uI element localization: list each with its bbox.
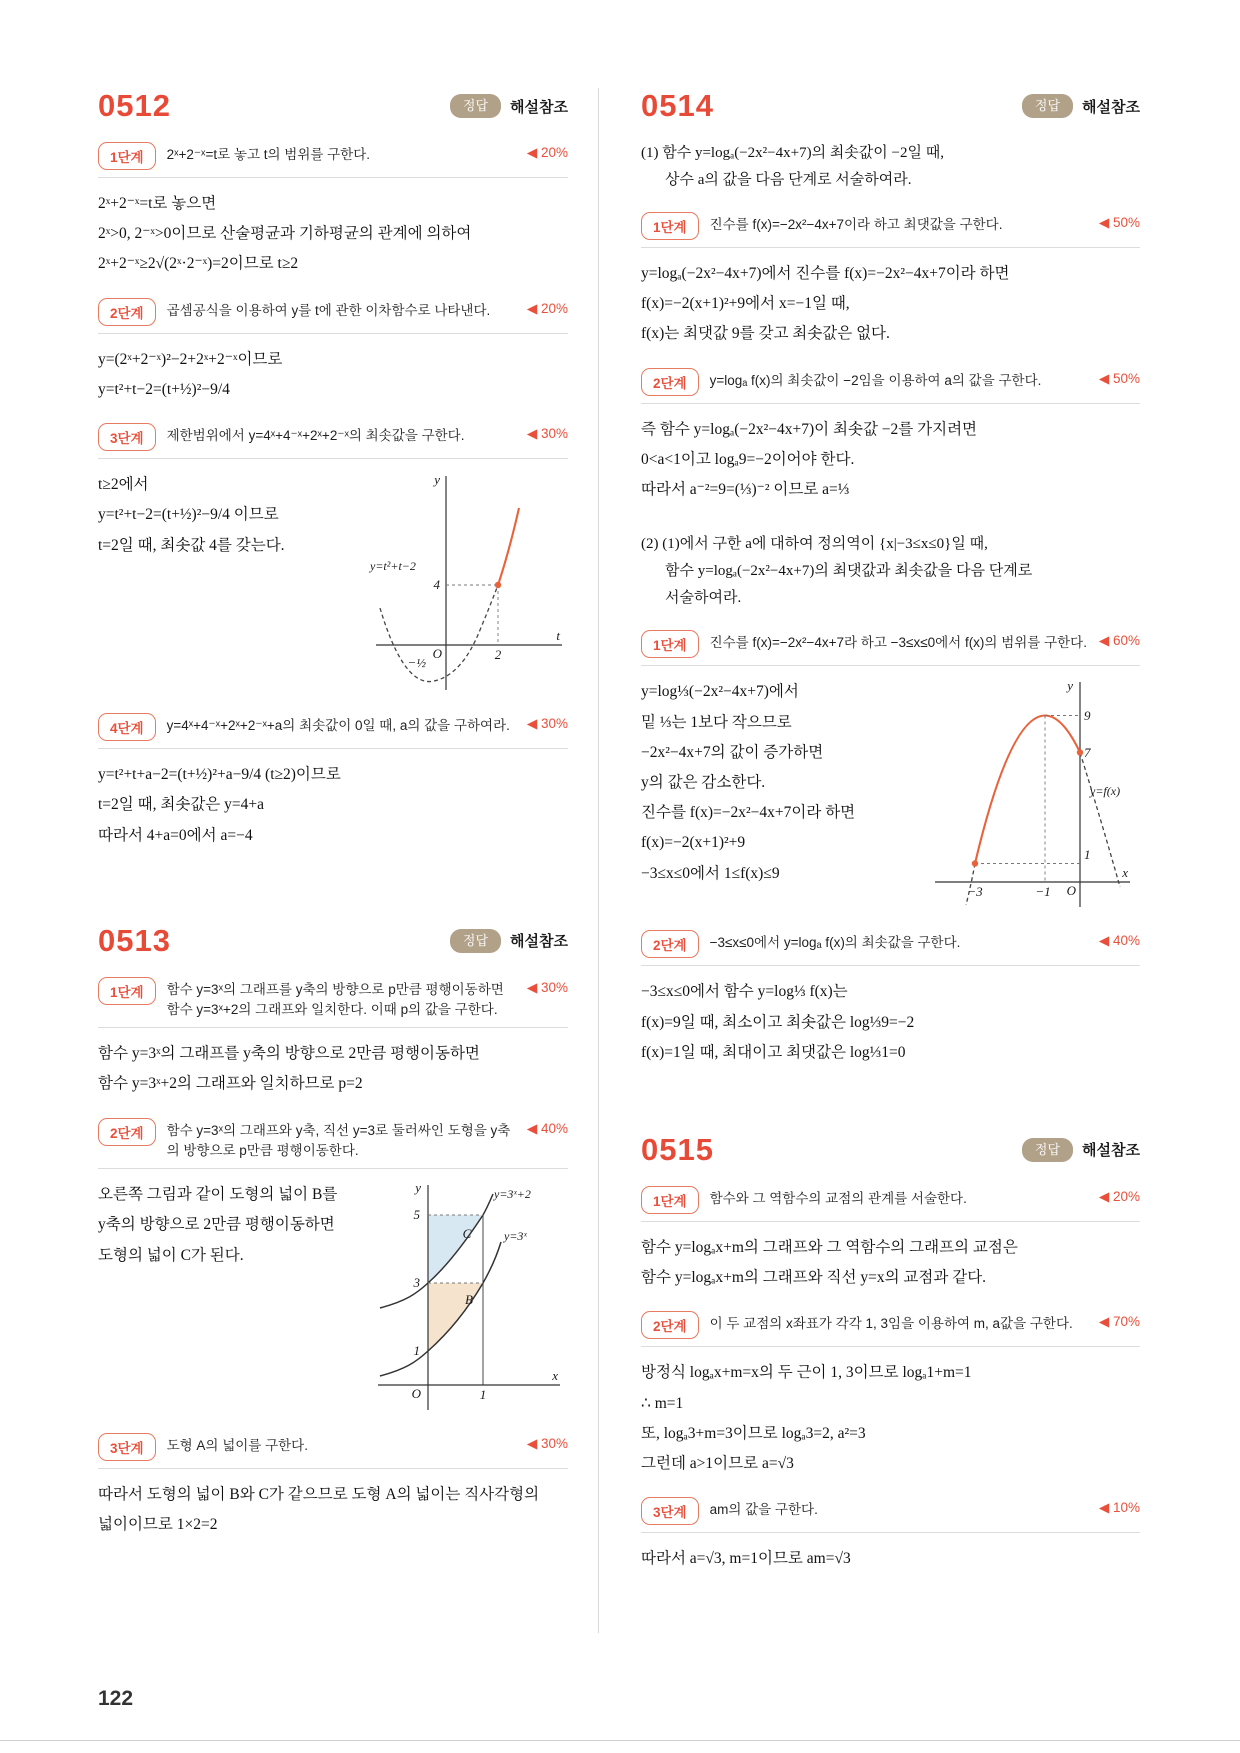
left-column: [98, 88, 598, 1633]
problem-0515: [641, 1132, 1140, 1575]
tick-label-neg1: −1: [1035, 884, 1051, 900]
solution-line: t=2일 때, 최솟값은 y=4+a: [98, 796, 264, 814]
origin-label: O: [411, 1386, 421, 1402]
question-line: 상수 a의 값을 다음 단계로 서술하여라.: [665, 172, 912, 188]
curve-label-lower: y=3ˣ: [504, 1229, 527, 1244]
solution-line: 또, logₐ3+m=3이므로 logₐ3=2, a²=3: [641, 1424, 866, 1442]
step-weight: ◀ 30%: [526, 716, 568, 732]
step-weight: ◀ 40%: [1098, 933, 1140, 949]
step-desc: 진수를 f(x)=−2x²−4x+7라 하고 −3≤x≤0에서 f(x)의 범위를 구한다.: [709, 635, 1087, 651]
solution-line: 따라서 a=√3, m=1이므로 am=√3: [641, 1550, 851, 1568]
problem-number: 0515: [641, 1131, 714, 1167]
step-label: 2단계: [641, 930, 699, 958]
solution-line: 2ˣ>0, 2⁻ˣ>0이므로 산술평균과 기하평균의 관계에 의하여: [98, 225, 472, 243]
answer-badge: 정답: [1022, 94, 1073, 118]
origin-label: O: [432, 646, 442, 662]
graph-parabola-0512: [368, 470, 568, 695]
step-header: [98, 1433, 568, 1469]
solution-line: f(x)는 최댓값 9를 갖고 최솟값은 없다.: [641, 325, 890, 343]
step-header: [641, 1311, 1140, 1347]
answer-badge: 정답: [450, 94, 501, 118]
axis-label-t: t: [556, 628, 560, 644]
axis-label-y: y: [1067, 678, 1073, 694]
step-header: [98, 423, 568, 459]
solution-line: 그런데 a>1이므로 a=√3: [641, 1455, 794, 1473]
answer-ref: [1022, 94, 1140, 118]
origin-label: O: [1066, 883, 1076, 899]
solution-line: t≥2에서: [98, 476, 149, 494]
solution-line: 즉 함수 y=logₐ(−2x²−4x+7)이 최솟값 −2를 가지려면: [641, 420, 978, 438]
step-label: 1단계: [98, 142, 156, 170]
step-weight: ◀ 30%: [526, 426, 568, 442]
step-weight: ◀ 20%: [526, 145, 568, 160]
step-header: [98, 1118, 568, 1170]
step-desc: 곱셈공식을 이용하여 y를 t에 관한 이차함수로 나타낸다.: [166, 302, 491, 318]
solution-line: f(x)=−2(x+1)²+9에서 x=−1일 때,: [641, 295, 850, 313]
step-label: 1단계: [98, 977, 156, 1005]
answer-ref-text: 해설참조: [510, 933, 568, 951]
endpoint-xm3: [972, 861, 978, 867]
question-line: 함수 y=logₐ(−2x²−4x+7)의 최댓값과 최솟값을 다음 단계로: [665, 563, 1033, 580]
solution-line: 방정식 logₐx+m=x의 두 근이 1, 3이므로 logₐ1+m=1: [641, 1364, 972, 1382]
axis-label-y: y: [415, 1180, 421, 1196]
step-label: 1단계: [641, 212, 699, 240]
parabola-solid-domain: [498, 508, 519, 585]
solution-text: [98, 1180, 368, 1271]
bottom-rule: [0, 1740, 1240, 1741]
step-weight: ◀ 60%: [1098, 633, 1140, 649]
solution-text: [98, 470, 368, 561]
step-header: [98, 142, 568, 178]
solution-line: y의 값은 감소한다.: [641, 773, 766, 791]
solution-line: −2x²−4x+7의 값이 증가하면: [641, 743, 824, 761]
step-header: [641, 1186, 1140, 1222]
step-label: 4단계: [98, 713, 156, 741]
question-line: (1) 함수 y=logₐ(−2x²−4x+7)의 최솟값이 −2일 때,: [641, 145, 944, 161]
solution-line: 밑 ⅓는 1보다 작으므로: [641, 713, 792, 731]
step-label: 1단계: [641, 1186, 699, 1214]
step-header: [641, 1497, 1140, 1533]
solution-line: 오른쪽 그림과 같이 도형의 넓이 B를: [98, 1186, 338, 1204]
step-weight: ◀ 20%: [526, 300, 568, 316]
step-desc: 이 두 교점의 x좌표가 각각 1, 3임을 이용하여 m, a값을 구한다.: [709, 1316, 1073, 1332]
sub-question-1: [641, 140, 1140, 194]
solution-line: 함수 y=logₐx+m의 그래프와 직선 y=x의 교점과 같다.: [641, 1269, 987, 1287]
solution-line: 함수 y=logₐx+m의 그래프와 그 역함수의 그래프의 교점은: [641, 1238, 1018, 1256]
question-line: (2) (1)에서 구한 a에 대하여 정의역이 {x|−3≤x≤0}일 때,: [641, 536, 988, 553]
solution-line: y=logₐ(−2x²−4x+7)에서 진수를 f(x)=−2x²−4x+7이라 하면: [641, 265, 1010, 282]
solution-with-figure: [98, 470, 568, 695]
solution-line: ∴ m=1: [641, 1394, 684, 1412]
problem-number: 0514: [641, 88, 714, 123]
step-weight: ◀ 50%: [1098, 215, 1140, 230]
step-desc: 2ˣ+2⁻ˣ=t로 놓고 t의 범위를 구한다.: [166, 147, 371, 162]
tick-label-5: 5: [413, 1207, 420, 1223]
step-desc: −3≤x≤0에서 y=logₐ f(x)의 최솟값을 구한다.: [709, 935, 961, 951]
step-header: [98, 977, 568, 1029]
step-label: 3단계: [641, 1497, 699, 1525]
region-b-shade: [428, 1283, 483, 1351]
parabola-dashed-right: [1080, 753, 1120, 888]
solution-line: y=t²+t−2=(t+½)²−9/4: [98, 380, 230, 398]
page-number: 122: [98, 1687, 134, 1710]
step-label: 2단계: [98, 1118, 156, 1146]
answer-ref-text: 해설참조: [510, 98, 568, 116]
solution-line: y축의 방향으로 2만큼 평행이동하면: [98, 1216, 335, 1234]
tick-label-neg-half: −½: [407, 655, 426, 671]
tick-label-9: 9: [1084, 708, 1091, 724]
tick-label-2: 2: [494, 647, 502, 663]
tick-label-3: 3: [413, 1275, 420, 1291]
step-header: [641, 630, 1140, 666]
problem-number: 0513: [98, 922, 171, 958]
solution-line: −3≤x≤0에서 함수 y=log⅓ f(x)는: [641, 983, 848, 1001]
solution-line: y=(2ˣ+2⁻ˣ)²−2+2ˣ+2⁻ˣ이므로: [98, 350, 283, 368]
axis-label-x: x: [1122, 865, 1128, 881]
axis-label-y: y: [434, 472, 440, 488]
step-desc: y=4ˣ+4⁻ˣ+2ˣ+2⁻ˣ+a의 최솟값이 0일 때, a의 값을 구하여라.: [166, 718, 510, 734]
solution-with-figure: [98, 1180, 568, 1415]
solution-line: 진수를 f(x)=−2x²−4x+7이라 하면: [641, 804, 856, 822]
problem-0513: [98, 923, 568, 1541]
problem-header: [98, 88, 568, 124]
solution-line: f(x)=9일 때, 최소이고 최솟값은 log⅓9=−2: [641, 1013, 915, 1031]
solution-line: 따라서 a⁻²=9=(⅓)⁻² 이므로 a=⅓: [641, 481, 850, 499]
step-header: [641, 930, 1140, 966]
step-label: 3단계: [98, 1433, 156, 1461]
step-label: 1단계: [641, 630, 699, 658]
tick-label-neg3: −3: [967, 884, 983, 900]
answer-ref-text: 해설참조: [1082, 1142, 1140, 1160]
curve-label: y=t²+t−2: [370, 559, 416, 574]
solution-with-figure: [641, 677, 1140, 912]
step-weight: ◀ 30%: [526, 1436, 568, 1452]
step-weight: ◀ 50%: [1098, 370, 1140, 386]
problem-header: [98, 923, 568, 959]
step-header: [98, 713, 568, 749]
step-weight: ◀ 40%: [526, 1120, 568, 1136]
step-desc: 진수를 f(x)=−2x²−4x+7이라 하고 최댓값을 구한다.: [709, 217, 1003, 232]
axis-label-x: x: [552, 1368, 558, 1384]
minimum-point: [495, 582, 501, 588]
problem-number: 0512: [98, 88, 171, 123]
sub-question-2: [641, 531, 1140, 612]
answer-badge: 정답: [1022, 1138, 1073, 1162]
right-column: [598, 88, 1140, 1633]
endpoint-x0: [1077, 750, 1083, 756]
solution-line: 2ˣ+2⁻ˣ=t로 놓으면: [98, 195, 217, 212]
answer-ref: [1022, 1138, 1140, 1162]
answer-badge: 정답: [450, 929, 501, 953]
solution-line: y=t²+t+a−2=(t+½)²+a−9/4 (t≥2)이므로: [98, 766, 341, 784]
problem-0514: [641, 88, 1140, 1068]
region-b-label: B: [465, 1292, 473, 1308]
parabola-solid-domain: [975, 716, 1080, 864]
tick-label-x1: 1: [479, 1387, 487, 1403]
solution-line: −3≤x≤0에서 1≤f(x)≤9: [641, 864, 780, 882]
answer-ref: [450, 929, 568, 953]
step-desc: 함수와 그 역함수의 교점의 관계를 서술한다.: [709, 1190, 967, 1206]
step-weight: ◀ 20%: [1098, 1188, 1140, 1204]
solution-line: y=t²+t−2=(t+½)²−9/4 이므로: [98, 506, 279, 524]
step-label: 2단계: [98, 298, 156, 326]
step-header: [98, 298, 568, 334]
problem-0512: [98, 88, 568, 851]
solution-text: [641, 677, 930, 889]
graph-exponential-0513: [368, 1180, 568, 1415]
solution-line: t=2일 때, 최솟값 4를 갖는다.: [98, 536, 285, 554]
graph-parabola-0514: [930, 677, 1140, 912]
solution-line: f(x)=1일 때, 최대이고 최댓값은 log⅓1=0: [641, 1043, 906, 1061]
step-header: [641, 368, 1140, 404]
region-c-label: C: [462, 1226, 472, 1242]
solution-line: 따라서 4+a=0에서 a=−4: [98, 826, 253, 844]
solution-line: 도형의 넓이 C가 된다.: [98, 1246, 244, 1264]
solution-line: 따라서 도형의 넓이 B와 C가 같으므로 도형 A의 넓이는 직사각형의: [98, 1486, 540, 1504]
solution-line: 함수 y=3ˣ+2의 그래프와 일치하므로 p=2: [98, 1075, 363, 1093]
step-desc: y=logₐ f(x)의 최솟값이 −2임을 이용하여 a의 값을 구한다.: [709, 372, 1042, 388]
step-desc: 함수 y=3ˣ의 그래프와 y축, 직선 y=3로 둘러싸인 도형을 y축의 방향으로 p만큼 평행이동한다.: [166, 1122, 511, 1158]
step-weight: ◀ 10%: [1098, 1500, 1140, 1516]
tick-label-1: 1: [1084, 847, 1091, 863]
tick-label-7: 7: [1084, 745, 1091, 761]
step-weight: ◀ 70%: [1098, 1314, 1140, 1330]
tick-label-1: 1: [413, 1343, 420, 1359]
tick-label-4: 4: [433, 577, 440, 593]
curve-label: y=f(x): [1090, 784, 1121, 799]
step-header: [641, 212, 1140, 248]
step-desc: 함수 y=3ˣ의 그래프를 y축의 방향으로 p만큼 평행이동하면 함수 y=3ˣ+2의 그래프와 일치한다. 이때 p의 값을 구한다.: [166, 981, 504, 1017]
step-desc: 도형 A의 넓이를 구한다.: [166, 1438, 308, 1454]
solution-line: 넓이이므로 1×2=2: [98, 1516, 218, 1534]
step-weight: ◀ 30%: [526, 979, 568, 995]
step-label: 2단계: [641, 1311, 699, 1339]
step-desc: am의 값을 구한다.: [709, 1502, 818, 1518]
answer-ref: [450, 94, 568, 118]
curve-label-upper: y=3ˣ+2: [494, 1187, 531, 1202]
solution-line: y=log⅓(−2x²−4x+7)에서: [641, 683, 799, 701]
solution-line: 0<a<1이고 logₐ9=−2이어야 한다.: [641, 450, 855, 468]
solution-line: 2ˣ+2⁻ˣ≥2√(2ˣ·2⁻ˣ)=2이므로 t≥2: [98, 255, 299, 273]
solution-line: f(x)=−2(x+1)²+9: [641, 834, 746, 852]
question-line: 서술하여라.: [665, 590, 742, 607]
problem-header: [641, 1132, 1140, 1168]
step-desc: 제한범위에서 y=4ˣ+4⁻ˣ+2ˣ+2⁻ˣ의 최솟값을 구한다.: [166, 428, 465, 444]
step-label: 2단계: [641, 368, 699, 396]
solution-line: 함수 y=3ˣ의 그래프를 y축의 방향으로 2만큼 평행이동하면: [98, 1045, 480, 1063]
problem-header: [641, 88, 1140, 124]
region-c-shade: [428, 1215, 483, 1283]
answer-ref-text: 해설참조: [1082, 98, 1140, 116]
parabola-dashed: [380, 585, 498, 682]
step-label: 3단계: [98, 423, 156, 451]
